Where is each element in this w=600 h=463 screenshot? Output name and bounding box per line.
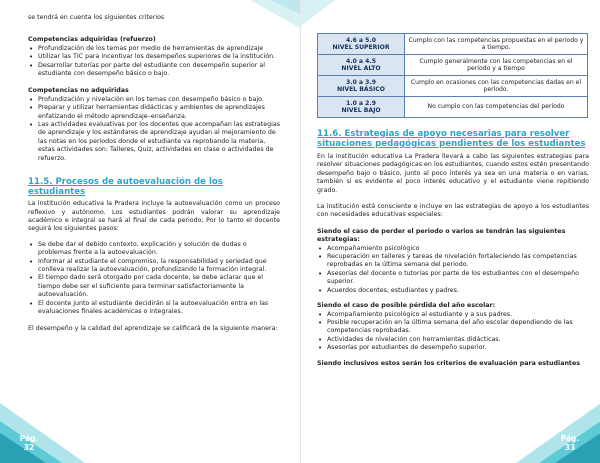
- list-item: • Profundización de los temas por medio de herramientas de aprendizaje: [28, 45, 280, 53]
- page-number: 33: [564, 443, 576, 452]
- level-range: 4.0 a 4.5: [346, 57, 376, 65]
- case-year-heading: Siendo el caso de posible pérdida del año escolar:: [317, 302, 496, 310]
- competencias-refuerzo-heading: Competencias adquiridas (refuerzo): [28, 36, 156, 44]
- list-item: • Se debe dar el debido contexto, explicación y solución de dudas o problemas frente a la autoevaluación.: [28, 241, 280, 258]
- list-item: • Acompañamiento psicológico al estudiante y a sus padres.: [317, 311, 589, 319]
- list-item: • Asesorías del docente o tutorías por parte de los estudiantes con el desempeño superior.: [317, 270, 589, 287]
- list-item: • Asesorías por estudiantes de desempeño superior.: [317, 344, 589, 352]
- table-row: [318, 97, 588, 118]
- list-item: • Desarrollar tutorías por parte del estudiante con desempeño superior al estudiante con desempeño básico o bajo.: [28, 62, 280, 79]
- page-right: [300, 0, 600, 463]
- list-item: • Recuperación en talleres y tareas de nivelación fortaleciendo las competencias reprobadas en la última semana del periodo.: [317, 253, 589, 270]
- case-year-list: [317, 311, 589, 353]
- level-description: No cumplo con las competencias del período: [405, 97, 588, 118]
- page-label: Pág.: [560, 434, 580, 443]
- level-range: 1.0 a 2.9: [346, 99, 376, 107]
- steps-list: [28, 241, 280, 317]
- level-name: NIVEL BÁSICO: [337, 86, 385, 93]
- list-item: • Acompañamiento psicológico: [317, 245, 589, 253]
- level-range: 4.6 a 5.0: [346, 36, 376, 44]
- level-description: Cumplo generalmente con las competencias en el período y a tiempo: [405, 55, 588, 76]
- level-name: NIVEL BAJO: [341, 107, 381, 114]
- corner-decoration-bottom: [0, 403, 90, 463]
- inclusive-line: Siendo inclusivos estos serán los criterios de evaluación para estudiantes: [317, 359, 580, 367]
- list-item: • Acuerdos docentes, estudiantes y padres.: [317, 287, 589, 295]
- list-item: • Posible recuperación en la última semana del año escolar dependiendo de las competencias reprobadas.: [317, 319, 589, 336]
- paragraph-1: En la institución educativa La Pradera llevará a cabo las siguientes estrategias para resolver situaciones pedagógicas en los estudiantes, cuando estos estén presentando desempeño bajo o básico, junto al poco interés ya sea en una materia o en varias, también si es evidente el poco interés educativo y el estudiante viene repitiendo grado.: [317, 153, 589, 194]
- table-row: [318, 34, 588, 55]
- corner-decoration-bottom: [511, 403, 600, 463]
- grading-levels-table: [317, 33, 588, 118]
- section-title-11-6: 11.6. Estrategias de apoyo necesarias para resolver situaciones pedagógicas pendientes de los estudiantes: [317, 129, 586, 149]
- case-lost-list: [317, 245, 589, 295]
- section-title-11-5: 11.5. Procesos de autoevaluación de los estudiantes: [28, 177, 223, 198]
- page-number: 32: [23, 443, 35, 452]
- intro-line: se tendrá en cuenta los siguientes criterios: [28, 14, 165, 21]
- table-row: [318, 55, 588, 76]
- closing-paragraph: El desempeño y la calidad del aprendizaje se calificará de la siguiente manera:: [28, 325, 278, 333]
- list-item: • Preparar y utilizar herramientas didácticas y ambientes de aprendizajes enfatizando el método aprendizaje–enseñanza.: [28, 104, 280, 121]
- corner-decoration-top: [301, 0, 341, 30]
- paragraph-2: La institución está consciente e incluye en las estrategias de apoyo a los estudiantes con necesidades educativas especiales:: [317, 203, 589, 219]
- page-number-left: [14, 434, 44, 452]
- level-name: NIVEL ALTO: [341, 65, 381, 72]
- level-description: Cumplo en ocasiones con las competencias dadas en el período.: [405, 76, 588, 97]
- list-item: • Utilizar las TIC para incentivar los desempeños superiores de la institución.: [28, 53, 280, 61]
- list-item: • El tiempo dado será otorgado por cada docente, se debe aclarar que el tiempo debe ser el suficiente para terminar satisfactoriamente la autoevaluación.: [28, 274, 280, 299]
- list-item: • Profundización y nivelación en los temas con desempeño básico o bajo.: [28, 96, 280, 104]
- competencias-no-list: [28, 96, 280, 163]
- section-paragraph: La institución educativa la Pradera incluye la autoevaluación como un proceso reflexivo y autónomo. Los estudiantes podrán valorar su aprendizaje académico e integral se hará al final de cada periodo; Por lo tanto el docente seguirá los siguientes pasos:: [28, 200, 280, 233]
- list-item: • El docente junto al estudiante decidirán si la autoevaluación entra en las evaluaciones finales académicas o integrales.: [28, 300, 280, 317]
- level-name: NIVEL SUPERIOR: [332, 44, 390, 51]
- competencias-no-heading: Competencias no adquiridas: [28, 87, 129, 95]
- competencias-refuerzo-list: [28, 45, 280, 79]
- level-description: Cumplo con las competencias propuestas en el período y a tiempo.: [405, 34, 588, 55]
- page-number-right: [555, 434, 585, 452]
- case-lost-heading: Siendo el caso de perder el periodo o varios se tendrán las siguientes estrategias:: [317, 227, 566, 244]
- list-item: • Actividades de nivelación con herramientas didácticas.: [317, 336, 589, 344]
- list-item: • Informar al estudiante el compromiso, la responsabilidad y seriedad que conlleva realizar la autoevaluación, profundizando la formación integral.: [28, 258, 280, 275]
- list-item: • Las actividades evaluativas por los docentes que acompañan las estrategias de aprendizaje y los estándares de aprendizaje ayudan al mejoramiento de las notas en los periodos donde el estudiante va reprobando la materia, estas actividades son: Talleres, Quiz, actividades en clase o actividades de refuerzo.: [28, 121, 280, 163]
- table-row: [318, 76, 588, 97]
- level-range: 3.0 a 3.9: [346, 78, 376, 86]
- page-label: Pág.: [19, 434, 39, 443]
